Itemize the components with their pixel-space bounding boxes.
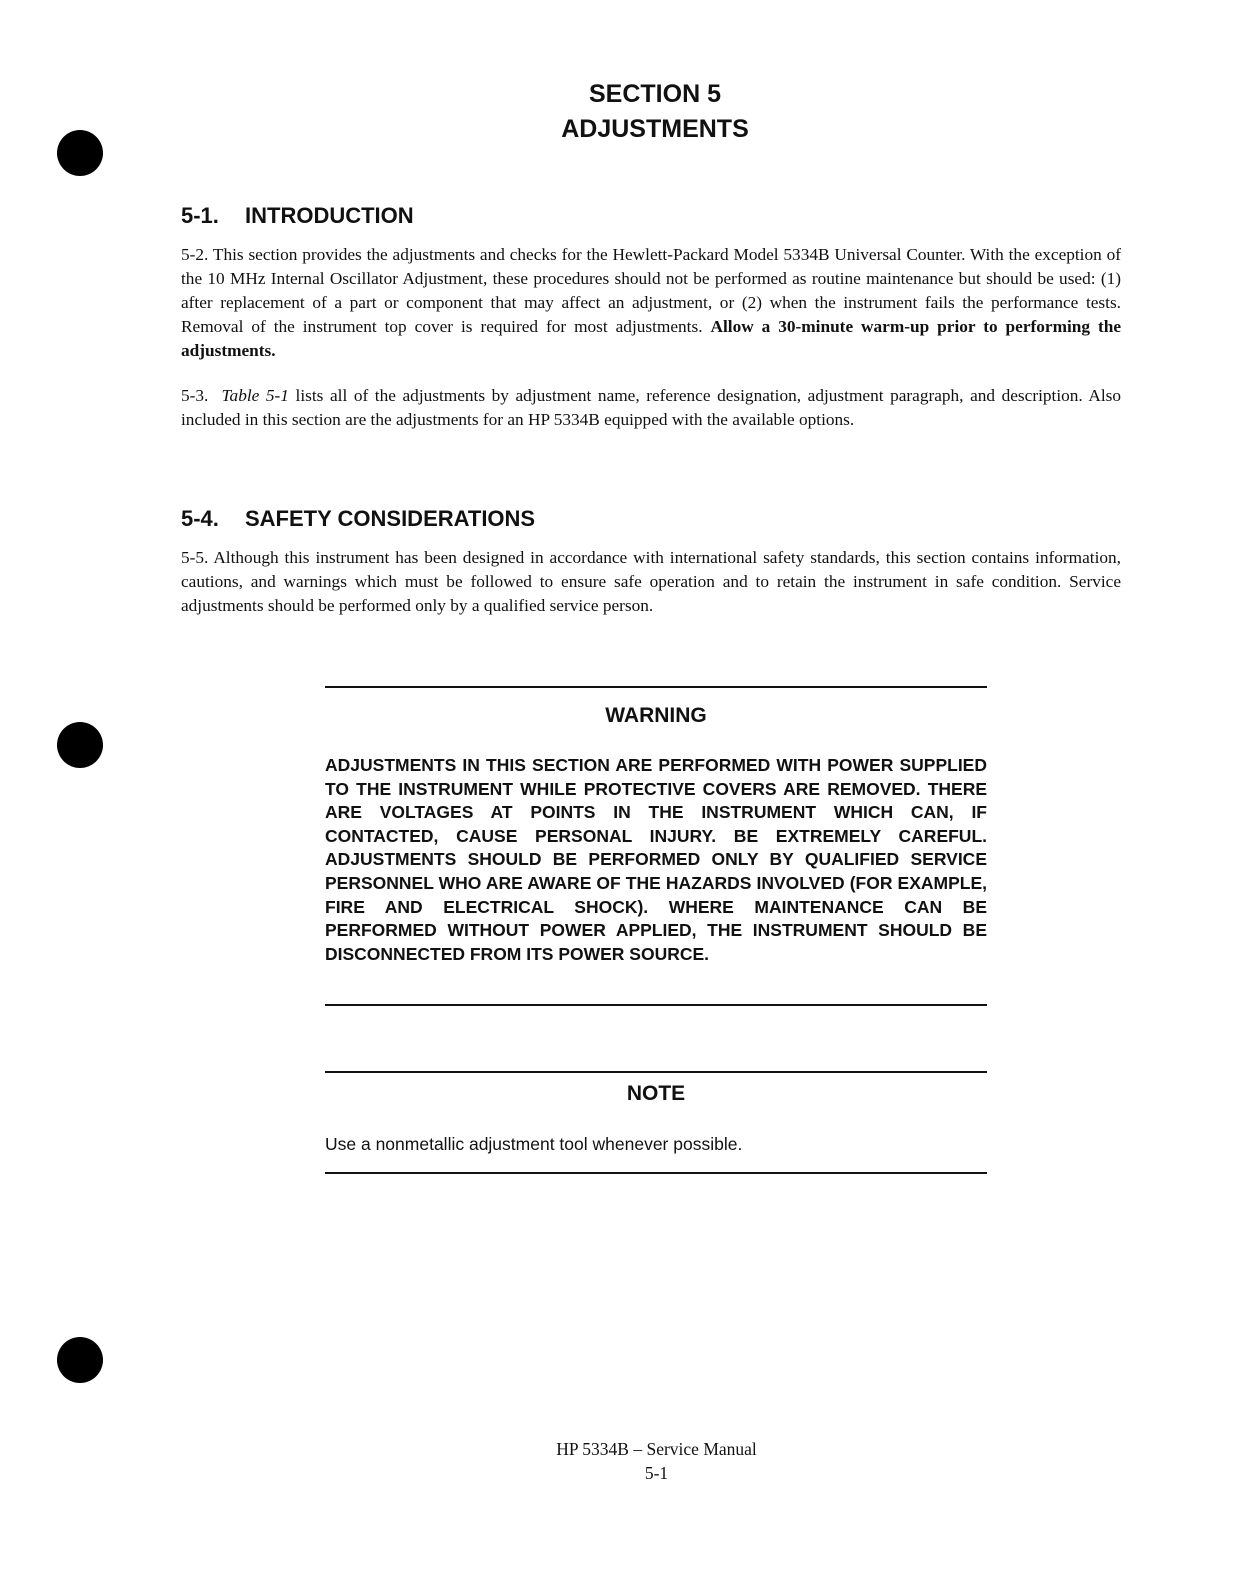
paragraph-5-2-bold: Allow a 30-minute warm-up prior to performing the adjustments.	[181, 317, 1122, 360]
note-top-rule	[325, 1071, 987, 1073]
paragraph-5-2	[181, 243, 1121, 363]
table-5-1-reference: Table 5-1	[221, 386, 289, 405]
paragraph-5-3	[181, 384, 1121, 432]
note-bottom-rule	[325, 1172, 987, 1174]
paragraph-5-2-text: 5-2. This section provides the adjustments and checks for the Hewlett-Packard Model 5334B Universal Counter. With the exception of the 10 MHz Internal Oscillator Adjustment, these procedures should not be performed as routine maintenance but should be used: (1) after replacement of a part or component that may affect an adjustment, or (2) when the instrument fails the performance tests. Removal of the instrument top cover is required for most adjustments.	[181, 245, 1121, 336]
paragraph-5-5: 5-5. Although this instrument has been designed in accordance with international safety standards, this section contains information, cautions, and warnings which must be followed to ensure safe operation and to retain the instrument in safe condition. Service adjustments should be performed only by a qualified service person.	[181, 548, 1121, 615]
footer-manual-title: HP 5334B – Service Manual	[556, 1439, 757, 1459]
note-title: NOTE	[626, 1082, 686, 1105]
safety-heading-text: SAFETY CONSIDERATIONS	[245, 506, 536, 531]
note-text: Use a nonmetallic adjustment tool whenever possible.	[325, 1134, 743, 1154]
binder-hole-middle	[57, 722, 103, 768]
warning-title: WARNING	[605, 704, 707, 727]
intro-heading	[181, 202, 414, 230]
section-title: ADJUSTMENTS	[561, 115, 749, 143]
safety-heading-number: 5-4.	[181, 506, 219, 531]
section-number: SECTION 5	[589, 80, 721, 108]
warning-top-rule	[325, 686, 987, 688]
safety-heading	[181, 505, 535, 533]
footer-page-number: 5-1	[644, 1463, 669, 1483]
paragraph-5-3-number: 5-3.	[181, 386, 209, 405]
intro-heading-number: 5-1.	[181, 203, 219, 228]
intro-heading-text: INTRODUCTION	[245, 203, 414, 228]
paragraph-5-3-text: lists all of the adjustments by adjustment name, reference designation, adjustment paragraph, and description. Also included in this section are the adjustments for an HP 5334B equipped with the available options.	[181, 386, 1121, 429]
warning-text: ADJUSTMENTS IN THIS SECTION ARE PERFORMED WITH POWER SUPPLIED TO THE INSTRUMENT WHILE PROTECTIVE COVERS ARE REMOVED. THERE ARE VOLTAGES AT POINTS IN THE INSTRUMENT WHICH CAN, IF CONTACTED, CAUSE PERSONAL INJURY. BE EXTREMELY CAREFUL. ADJUSTMENTS SHOULD BE PERFORMED ONLY BY QUALIFIED SERVICE PERSONNEL WHO ARE AWARE OF THE HAZARDS INVOLVED (FOR EXAMPLE, FIRE AND ELECTRICAL SHOCK). WHERE MAINTENANCE CAN BE PERFORMED WITHOUT POWER APPLIED, THE INSTRUMENT SHOULD BE DISCONNECTED FROM ITS POWER SOURCE.	[325, 755, 987, 964]
binder-hole-bottom	[57, 1337, 103, 1383]
warning-bottom-rule	[325, 1004, 987, 1006]
